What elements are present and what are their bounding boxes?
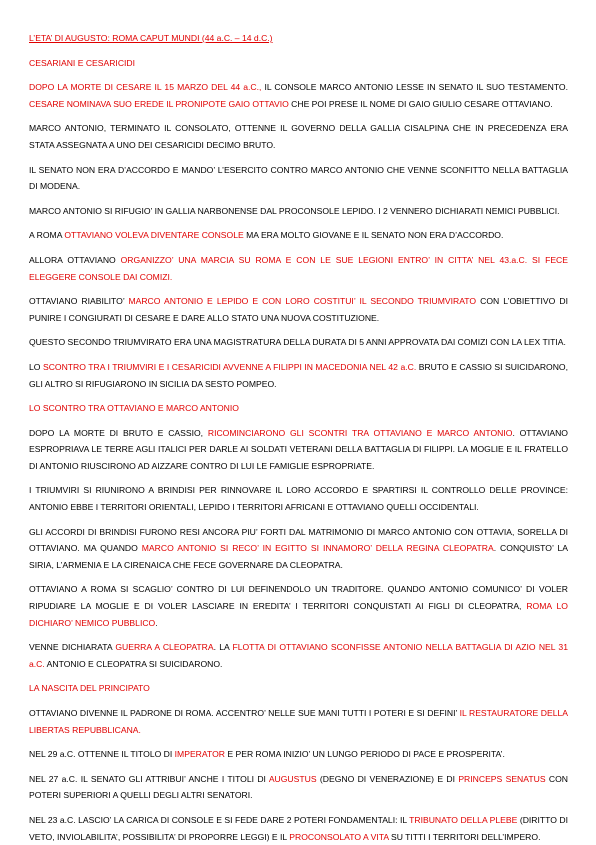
text-run: LO — [29, 361, 43, 372]
text-run: IL CONSOLE MARCO ANTONIO LESSE IN SENATO IL SUO TESTAMENTO. — [261, 82, 568, 93]
paragraph — [29, 359, 568, 392]
text-run: OTTAVIANO A ROMA SI SCAGLIO’ CONTRO DI LUI DEFINENDOLO UN TRADITORE. QUANDO ANTONIO COMUNICO’ DI VOLER RIPUDIARE LA MOGLIE E DI VOLER LASCIARE IN EREDITA’ I TERRITORI CONQUISTATI AI FIGLI DI CLEOPATRA, — [29, 584, 568, 612]
highlighted-text: ROMA LO DICHIARO’ NEMICO PUBBLICO — [29, 601, 568, 628]
paragraph — [29, 334, 568, 351]
paragraph — [29, 252, 568, 285]
paragraph — [29, 293, 568, 326]
text-run: ANTONIO E CLEOPATRA SI SUICIDARONO. — [44, 658, 223, 669]
text-run: ALLORA OTTAVIANO — [29, 254, 121, 265]
text-run: OTTAVIANO DIVENNE IL PADRONE DI ROMA. ACCENTRO’ NELLE SUE MANI TUTTI I POTERI E SI DEFINI’ — [29, 708, 460, 718]
text-run: VENNE DICHIARATA — [29, 642, 116, 653]
text-run: GLI ACCORDI DI BRINDISI FURONO RESI ANCORA PIU’ FORTI DAL MATRIMONIO DI MARCO ANTONIO CON OTTAVIA, SORELLA DI OTTAVIANO. MA QUANDO — [29, 526, 568, 554]
paragraph — [29, 482, 568, 515]
text-run: . OTTAVIANO ESPROPRIAVA LE TERRE AGLI ITALICI PER DARLE AI SOLDATI VETERANI DELLA BATTAGLIA DI FILIPPI. LA MOGLIE E IL FRATELLO DI ANTONIO RIUSCIRONO AD AIZZARE CONTRO DI LUI LE FAMIGLIE ESPROPRIATE. — [29, 427, 568, 471]
text-run: SU TITTI I TERRITORI DELL’IMPERO. — [388, 831, 541, 842]
highlighted-text: RICOMINCIARONO GLI SCONTRI TRA OTTAVIANO E MARCO ANTONIO — [207, 427, 513, 438]
document-title: L’ETA’ DI AUGUSTO: ROMA CAPUT MUNDI (44 a.C. – 14 d.C.) — [29, 33, 273, 43]
paragraph — [29, 120, 568, 153]
highlighted-text: OTTAVIANO VOLEVA DIVENTARE CONSOLE — [64, 230, 244, 241]
section-heading: CESARIANI E CESARICIDI — [29, 57, 136, 68]
text-run: . — [155, 617, 158, 628]
text-run: . LA — [213, 642, 233, 653]
paragraph — [29, 524, 568, 574]
text-run: QUESTO SECONDO TRIUMVIRATO ERA UNA MAGISTRATURA DELLA DURATA DI 5 ANNI APPROVATA DAI COMIZI CON LA LEX TITIA. — [29, 337, 566, 348]
paragraph — [29, 639, 568, 672]
paragraph — [29, 227, 568, 244]
highlighted-text: CESARE NOMINAVA SUO EREDE IL PRONIPOTE GAIO OTTAVIO — [29, 98, 289, 109]
document-body — [29, 55, 568, 845]
section-heading: LA NASCITA DEL PRINCIPATO — [29, 683, 150, 694]
section-heading: LO SCONTRO TRA OTTAVIANO E MARCO ANTONIO — [29, 403, 239, 414]
text-run: (DEGNO DI VENERAZIONE) E DI — [316, 773, 459, 784]
text-run: NEL 27 a.C. IL SENATO GLI ATTRIBUI’ ANCHE I TITOLI DI — [29, 773, 269, 784]
text-run: CON POTERI SUPERIORI A QUELLI DEGLI ALTRI SENATORI. — [29, 773, 568, 801]
text-run: CHE POI PRESE IL NOME DI GAIO GIULIO CESARE OTTAVIANO. — [288, 98, 553, 109]
highlighted-text: SCONTRO TRA I TRIUMVIRI E I CESARICIDI AVVENNE A FILIPPI IN MACEDONIA NEL 42 a.C. — [42, 361, 417, 372]
paragraph — [29, 581, 568, 631]
text-run: MARCO ANTONIO SI RIFUGIO’ IN GALLIA NARBONENSE DAL PROCONSOLE LEPIDO. I 2 VENNERO DICHIARATI NEMICI PUBBLICI. — [29, 205, 560, 216]
highlighted-text: IMPERATOR — [174, 749, 225, 760]
text-run: MARCO ANTONIO, TERMINATO IL CONSOLATO, OTTENNE IL GOVERNO DELLA GALLIA CISALPINA CHE IN PRECEDENZA ERA STATA ASSEGNATA A UNO DEI CESARICIDI DECIMO BRUTO. — [29, 123, 568, 150]
highlighted-text: PRINCEPS SENATUS — [458, 773, 546, 784]
paragraph — [29, 203, 568, 220]
text-run: OTTAVIANO RIABILITO’ — [29, 296, 129, 307]
text-run: BRUTO E CASSIO SI SUICIDARONO, GLI ALTRO SI RIFUGIARONO IN SICILIA DA SESTO POMPEO. — [29, 361, 568, 389]
text-run: NEL 23 a.C. LASCIO’ LA CARICA DI CONSOLE E SI FEDE DARE 2 POTERI FONDAMENTALI: IL — [29, 814, 410, 825]
highlighted-text: DOPO LA MORTE DI CESARE IL 15 MARZO DEL 44 a.C., — [29, 82, 262, 93]
paragraph — [29, 746, 568, 763]
paragraph — [29, 425, 568, 475]
highlighted-text: IL RESTAURATORE DELLA LIBERTAS REPUBBLICANA. — [29, 708, 569, 735]
highlighted-text: GUERRA A CLEOPATRA — [115, 642, 214, 653]
highlighted-text: TRIBUNATO DELLA PLEBE — [409, 814, 518, 825]
paragraph — [29, 812, 568, 845]
highlighted-text: MARCO ANTONIO E LEPIDO E CON LORO COSTITUI’ IL SECONDO TRIUMVIRATO — [128, 296, 477, 307]
text-run: CON L’OBIETTIVO DI PUNIRE I CONGIURATI DI CESARE E DARE ALLO STATO UNA NUOVA COSTITUZIONE. — [29, 296, 568, 323]
paragraph — [29, 79, 568, 112]
text-run: NEL 29 a.C. OTTENNE IL TITOLO DI — [29, 749, 175, 760]
highlighted-text: PROCONSOLATO A VITA — [289, 831, 389, 842]
paragraph — [29, 771, 568, 804]
paragraph — [29, 705, 568, 738]
text-run: A ROMA — [29, 230, 65, 241]
highlighted-text: MARCO ANTONIO SI RECO’ IN EGITTO SI INNAMORO’ DELLA REGINA CLEOPATRA — [141, 543, 494, 554]
text-run: DOPO LA MORTE DI BRUTO E CASSIO, — [29, 427, 208, 438]
paragraph — [29, 162, 568, 195]
text-run: E PER ROMA INIZIO’ UN LUNGO PERIODO DI PACE E PROSPERITA’. — [224, 749, 505, 760]
text-run: . CONQUISTO’ LA SIRIA, L’ARMENIA E LA CIRENAICA CHE FECE GOVERNARE DA CLEOPATRA. — [29, 543, 568, 570]
text-run: IL SENATO NON ERA D’ACCORDO E MANDO’ L’ESERCITO CONTRO MARCO ANTONIO CHE VENNE SCONFITTO NELLA BATTAGLIA DI MODENA. — [29, 164, 568, 192]
text-run: MA ERA MOLTO GIOVANE E IL SENATO NON ERA D’ACCORDO. — [243, 230, 504, 241]
highlighted-text: AUGUSTUS — [268, 773, 317, 784]
text-run: (DIRITTO DI VETO, INVIOLABILITA’, POSSIBILITA’ DI PROPORRE LEGGI) E IL — [29, 814, 568, 842]
highlighted-text: ORGANIZZO’ UNA MARCIA SU ROMA E CON LE SUE LEGIONI ENTRO’ IN CITTA’ NEL 43.a.C. SI FECE ELEGGERE CONSOLE DAI COMIZI. — [29, 254, 568, 282]
highlighted-text: FLOTTA DI OTTAVIANO SCONFISSE ANTONIO NELLA BATTAGLIA DI AZIO NEL 31 a.C. — [29, 642, 568, 669]
text-run: I TRIUMVIRI SI RIUNIRONO A BRINDISI PER RINNOVARE IL LORO ACCORDO E SPARTIRSI IL CONTROLLO DELLE PROVINCE: ANTONIO EBBE I TERRITORI ORIENTALI, LEPIDO I TERRITORI AFRICANI E OTTAVIANO QUELLI OCCIDENTALI. — [29, 485, 568, 513]
